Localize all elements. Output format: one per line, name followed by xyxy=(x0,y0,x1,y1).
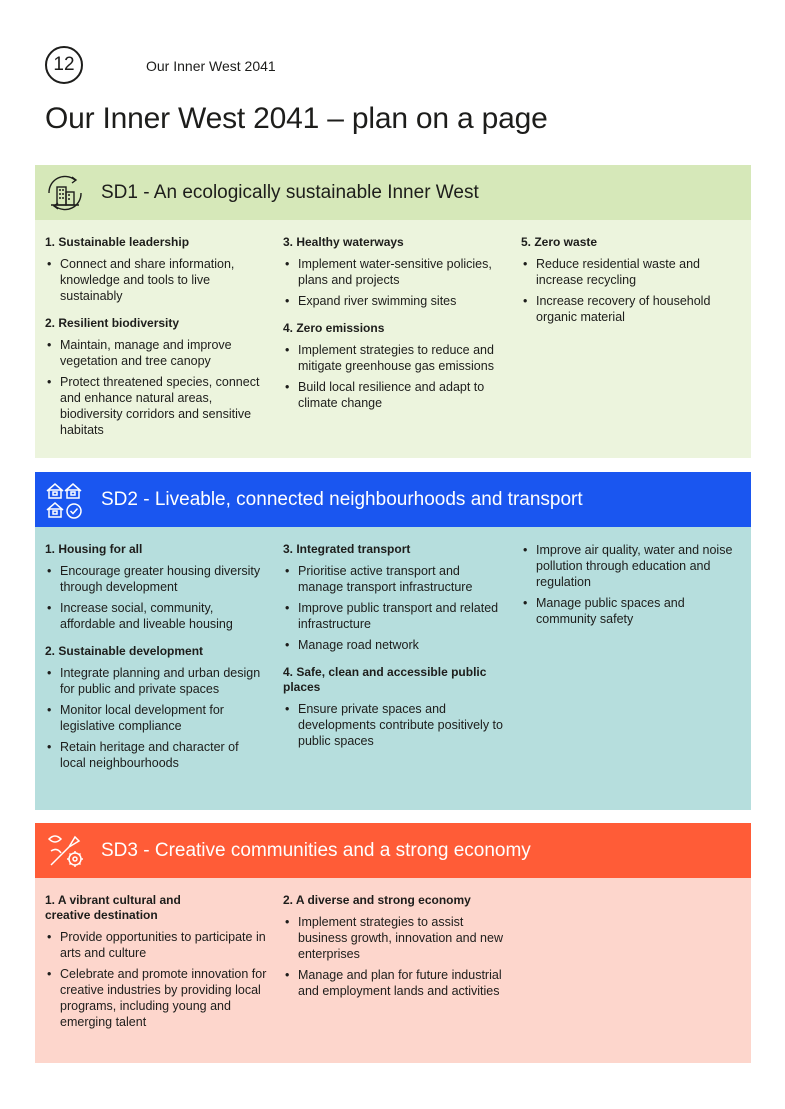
strategy-item: • Retain heritage and character of local neighbourhoods xyxy=(45,739,267,771)
direction-group xyxy=(283,235,505,309)
direction-group xyxy=(45,893,267,1030)
direction-heading: 1. Housing for all xyxy=(45,542,143,556)
eco-building-icon xyxy=(45,173,85,213)
direction-heading: 2. Sustainable development xyxy=(45,644,204,658)
direction-heading: 4. Zero emissions xyxy=(283,321,385,335)
column xyxy=(45,235,267,443)
column xyxy=(283,542,505,754)
section-body xyxy=(35,878,751,1063)
direction-heading: 5. Zero waste xyxy=(521,235,598,249)
direction-heading: 3. Integrated transport xyxy=(283,542,411,556)
direction-heading: 1. Sustainable leadership xyxy=(45,235,190,249)
direction-heading: 1. A vibrant cultural and creative destination xyxy=(45,893,181,922)
section-header xyxy=(35,165,751,220)
direction-group xyxy=(521,235,743,325)
column xyxy=(521,542,743,632)
section-title: SD3 - Creative communities and a strong economy xyxy=(101,840,531,861)
strategy-item: • Implement strategies to assist business growth, innovation and new enterprises xyxy=(283,914,505,962)
strategy-item: • Improve air quality, water and noise pollution through education and regulation xyxy=(521,542,743,590)
strategy-item: • Integrate planning and urban design for public and private spaces xyxy=(45,665,267,697)
strategy-item: • Expand river swimming sites xyxy=(283,293,505,309)
strategy-item: • Monitor local development for legislative compliance xyxy=(45,702,267,734)
running-head: Our Inner West 2041 xyxy=(146,58,276,74)
column xyxy=(45,542,267,776)
direction-group xyxy=(283,542,505,653)
strategy-item: • Reduce residential waste and increase recycling xyxy=(521,256,743,288)
strategy-item: • Ensure private spaces and developments contribute positively to public spaces xyxy=(283,701,505,749)
section-sd1 xyxy=(35,165,751,458)
strategy-item: • Prioritise active transport and manage transport infrastructure xyxy=(283,563,505,595)
section-body xyxy=(35,220,751,458)
column xyxy=(45,893,267,1035)
page-number: 12 xyxy=(45,46,83,84)
direction-group xyxy=(45,316,267,438)
strategy-item: • Manage road network xyxy=(283,637,505,653)
direction-group xyxy=(521,542,743,627)
direction-group xyxy=(283,321,505,411)
direction-group xyxy=(45,235,267,304)
strategy-item: • Increase recovery of household organic material xyxy=(521,293,743,325)
strategy-item: • Provide opportunities to participate in arts and culture xyxy=(45,929,267,961)
section-title: SD1 - An ecologically sustainable Inner West xyxy=(101,182,479,203)
direction-heading: 4. Safe, clean and accessible public places xyxy=(283,665,487,694)
direction-group xyxy=(45,542,267,632)
strategy-item: • Increase social, community, affordable and liveable housing xyxy=(45,600,267,632)
direction-group xyxy=(45,644,267,771)
strategy-item: • Implement strategies to reduce and mitigate greenhouse gas emissions xyxy=(283,342,505,374)
strategy-item: • Build local resilience and adapt to climate change xyxy=(283,379,505,411)
neighbourhood-houses-icon xyxy=(45,480,85,520)
section-sd2 xyxy=(35,472,751,810)
section-sd3 xyxy=(35,823,751,1063)
column xyxy=(521,235,743,330)
strategy-item: • Implement water-sensitive policies, plans and projects xyxy=(283,256,505,288)
column xyxy=(283,893,505,1004)
strategy-item: • Encourage greater housing diversity through development xyxy=(45,563,267,595)
strategy-item: • Protect threatened species, connect and enhance natural areas, biodiversity corridors and sensitive habitats xyxy=(45,374,267,438)
direction-group xyxy=(283,893,505,999)
strategy-item: • Maintain, manage and improve vegetation and tree canopy xyxy=(45,337,267,369)
section-body xyxy=(35,527,751,810)
direction-heading: 3. Healthy waterways xyxy=(283,235,404,249)
direction-heading: 2. Resilient biodiversity xyxy=(45,316,180,330)
strategy-item: • Connect and share information, knowledge and tools to live sustainably xyxy=(45,256,267,304)
strategy-item: • Celebrate and promote innovation for creative industries by providing local programs, including young and emerging talent xyxy=(45,966,267,1030)
column xyxy=(283,235,505,416)
section-header xyxy=(35,472,751,527)
strategy-item: • Manage and plan for future industrial and employment lands and activities xyxy=(283,967,505,999)
strategy-item: • Improve public transport and related infrastructure xyxy=(283,600,505,632)
section-title: SD2 - Liveable, connected neighbourhoods and transport xyxy=(101,489,583,510)
creative-economy-icon xyxy=(45,831,85,871)
direction-heading: 2. A diverse and strong economy xyxy=(283,893,471,907)
section-header xyxy=(35,823,751,878)
page-title: Our Inner West 2041 – plan on a page xyxy=(45,102,548,135)
strategy-item: • Manage public spaces and community safety xyxy=(521,595,743,627)
direction-group xyxy=(283,665,505,749)
